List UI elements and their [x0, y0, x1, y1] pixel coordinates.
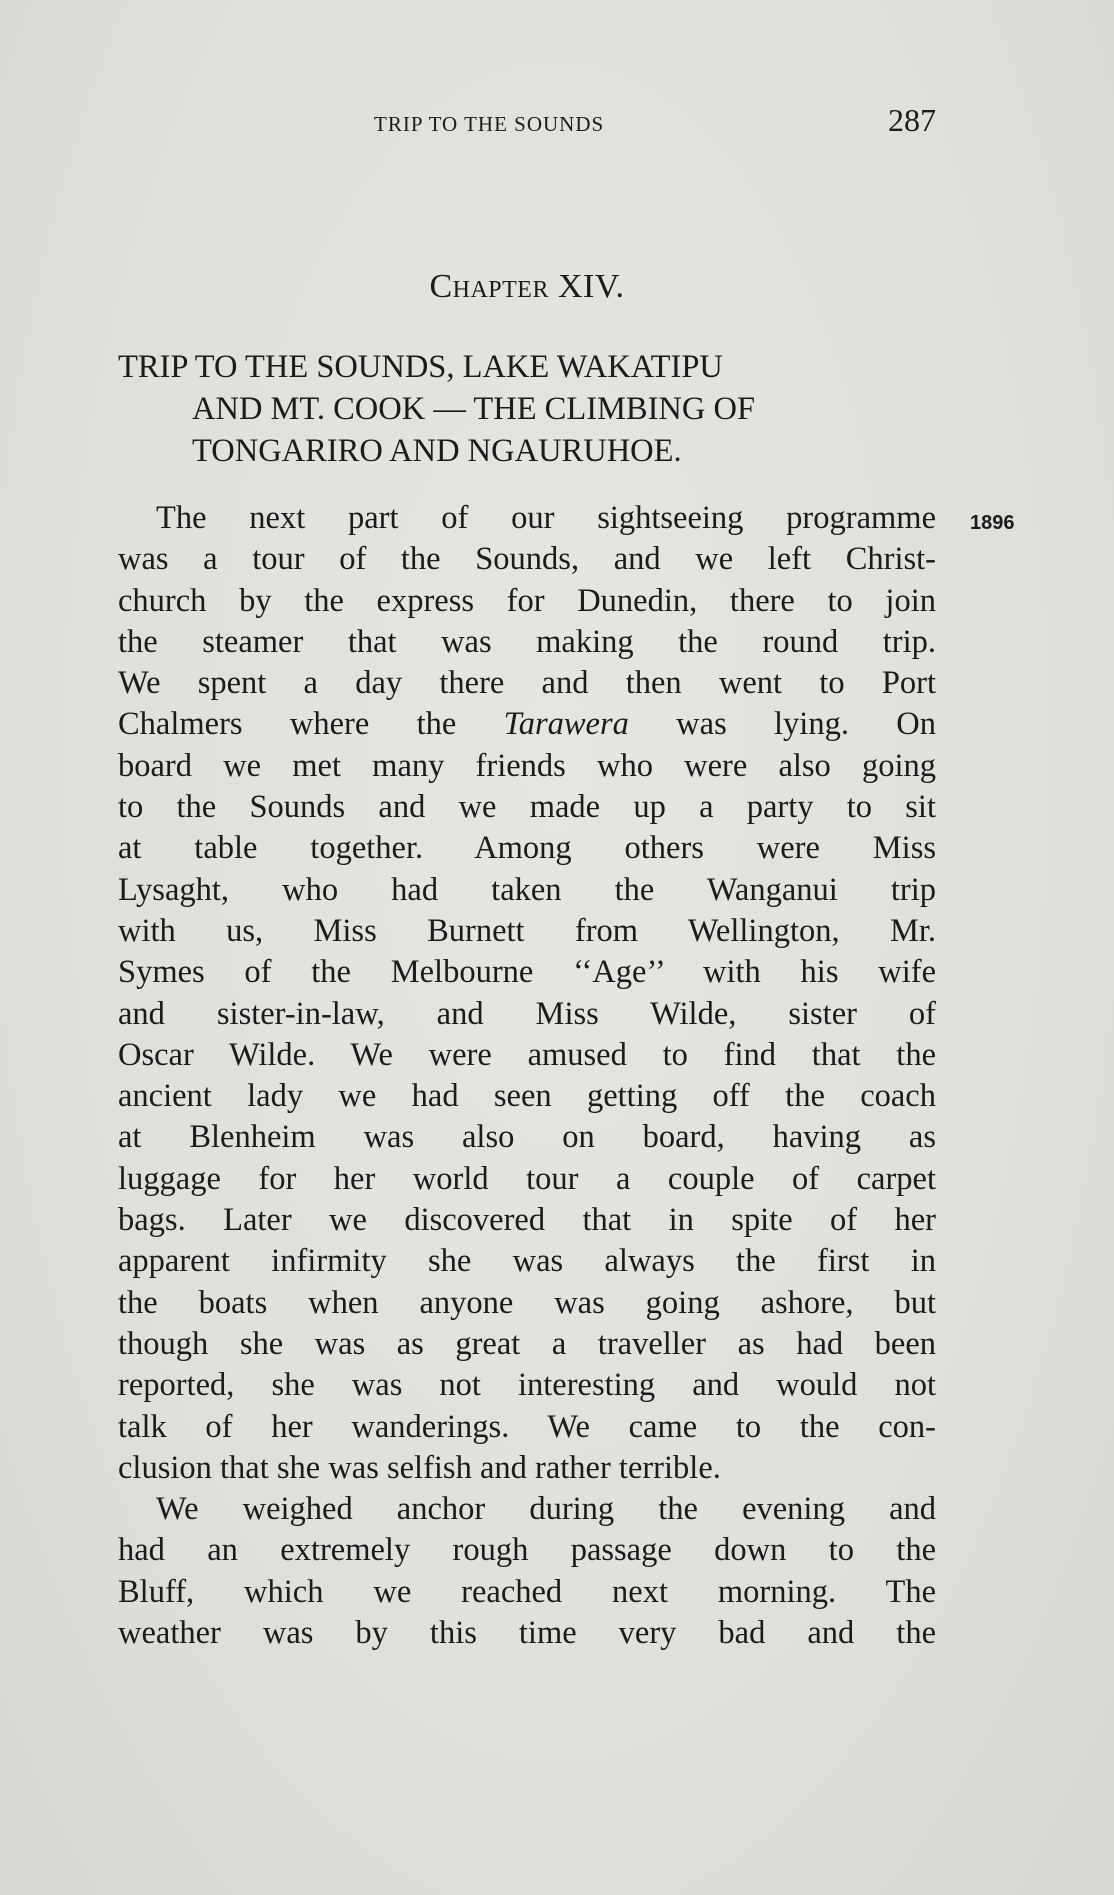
text-line: the steamer that was making the round trip.	[118, 623, 936, 660]
ship-name: Tarawera	[503, 706, 629, 743]
text-line: Symes of the Melbourne ‘‘Age’’ with his wife	[118, 954, 936, 991]
text-line: to the Sounds and we made up a party to sit	[118, 789, 936, 826]
body-text	[118, 498, 936, 1654]
chapter-title-line: AND MT. COOK — THE CLIMBING OF	[192, 391, 756, 427]
text-line: Chalmers where the Tarawera was lying. On	[118, 706, 937, 743]
text-line: apparent infirmity she was always the first in	[118, 1243, 936, 1280]
chapter-title-line: TONGARIRO AND NGAURUHOE.	[192, 433, 682, 469]
page-number: 287	[888, 102, 936, 138]
paragraph	[118, 498, 936, 1489]
text-line: reported, she was not interesting and would not	[118, 1367, 936, 1404]
text-line: Oscar Wilde. We were amused to find that the	[118, 1036, 936, 1073]
text-line: was a tour of the Sounds, and we left Christ-	[118, 541, 936, 578]
text-line: We spent a day there and then went to Port	[118, 665, 936, 702]
chapter-title-line: TRIP TO THE SOUNDS, LAKE WAKATIPU	[118, 349, 723, 385]
text-line: with us, Miss Burnett from Wellington, Mr.	[118, 912, 936, 949]
page-header	[118, 100, 936, 144]
text-line: We weighed anchor during the evening and	[156, 1491, 936, 1528]
text-line: church by the express for Dunedin, there to join	[118, 582, 936, 619]
text-line: talk of her wanderings. We came to the con-	[118, 1408, 936, 1445]
text-line: at table together. Among others were Miss	[118, 830, 936, 867]
text-line: the boats when anyone was going ashore, but	[118, 1284, 936, 1321]
text-line: Bluff, which we reached next morning. The	[118, 1573, 936, 1610]
text-line: bags. Later we discovered that in spite of her	[118, 1202, 936, 1239]
chapter-title	[118, 346, 936, 472]
text-line: clusion that she was selfish and rather terrible.	[118, 1449, 721, 1486]
text-line: and sister-in-law, and Miss Wilde, sister of	[118, 995, 936, 1032]
text-line: luggage for her world tour a couple of carpet	[118, 1160, 936, 1197]
text-line: The next part of our sightseeing programme	[156, 500, 936, 536]
paragraph	[118, 1489, 936, 1654]
text-line: at Blenheim was also on board, having as	[118, 1119, 936, 1156]
text-line: had an extremely rough passage down to the	[118, 1532, 936, 1569]
text-line: weather was by this time very bad and the	[118, 1615, 936, 1652]
margin-year-note: 1896	[970, 512, 1015, 534]
text-line: ancient lady we had seen getting off the coach	[118, 1078, 936, 1115]
text-line: though she was as great a traveller as had been	[118, 1325, 936, 1362]
text-line: board we met many friends who were also going	[118, 747, 936, 784]
text-line: Lysaght, who had taken the Wanganui trip	[118, 871, 936, 908]
chapter-heading: Chapter XIV.	[429, 268, 625, 305]
running-head: TRIP TO THE SOUNDS	[374, 112, 605, 136]
